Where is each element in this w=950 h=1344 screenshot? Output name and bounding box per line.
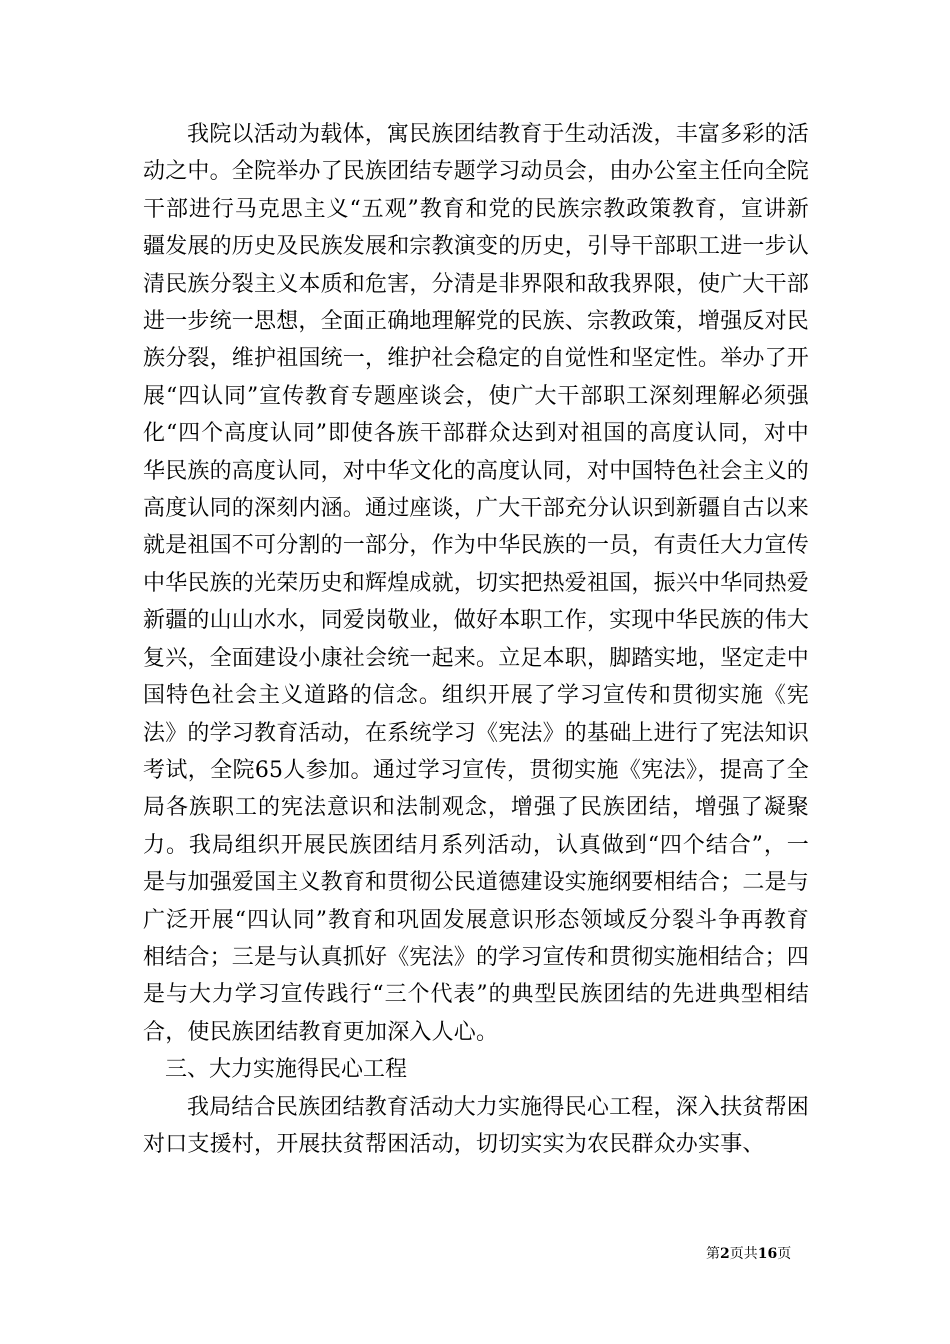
- footer-middle: 页共: [729, 1246, 758, 1262]
- total-pages-number: 16: [757, 1246, 778, 1262]
- footer-prefix: 第: [706, 1246, 720, 1262]
- section-heading: 三、大力实施得民心工程: [165, 1057, 408, 1083]
- body-paragraph: 我局结合民族团结教育活动大力实施得民心工程，深入扶贫帮困对口支援村，开展扶贫帮困活动，切切实实为农民群众办实事、: [143, 1094, 809, 1157]
- current-page-number: 2: [720, 1246, 730, 1262]
- body-paragraph: 我院以活动为载体，寓民族团结教育于生动活泼，丰富多彩的活动之中。全院举办了民族团结专题学习动员会，由办公室主任向全院干部进行马克思主义“五观”教育和党的民族宗教政策教育，宣讲新疆发展的历史及民族发展和宗教演变的历史，引导干部职工进一步认清民族分裂主义本质和危害，分清是非界限和敌我界限，使广大干部进一步统一思想，全面正确地理解党的民族、宗教政策，增强反对民族分裂，维护祖国统一，维护社会稳定的自觉性和坚定性。举办了开展“四认同”宣传教育专题座谈会，使广大干部职工深刻理解必须强化“四个高度认同”即使各族干部群众达到对祖国的高度认同，对中华民族的高度认同，对中华文化的高度认同，对中国特色社会主义的高度认同的深刻内涵。通过座谈，广大干部充分认识到新疆自古以来就是祖国不可分割的一部分，作为中华民族的一员，有责任大力宣传中华民族的光荣历史和辉煌成就，切实把热爱祖国，振兴中华同热爱新疆的山山水水，同爱岗敬业，做好本职工作，实现中华民族的伟大复兴，全面建设小康社会统一起来。立足本职，脚踏实地，坚定走中国特色社会主义道路的信念。组织开展了学习宣传和贯彻实施《宪法》的学习教育活动，在系统学习《宪法》的基础上进行了宪法知识考试，全院65人参加。通过学习宣传，贯彻实施《宪法》，提高了全局各族职工的宪法意识和法制观念，增强了民族团结，增强了凝聚力。我局组织开展民族团结月系列活动，认真做到“四个结合”，一是与加强爱国主义教育和贯彻公民道德建设实施纲要相结合；二是与广泛开展“四认同”教育和巩固发展意识形态领域反分裂斗争再教育相结合；三是与认真抓好《宪法》的学习宣传和贯彻实施相结合；四是与大力学习宣传践行“三个代表”的典型民族团结的先进典型相结合，使民族团结教育更加深入人心。: [143, 122, 810, 1045]
- page-number-footer: [706, 1245, 791, 1263]
- footer-suffix: 页: [777, 1246, 792, 1262]
- document-body: [143, 116, 809, 1163]
